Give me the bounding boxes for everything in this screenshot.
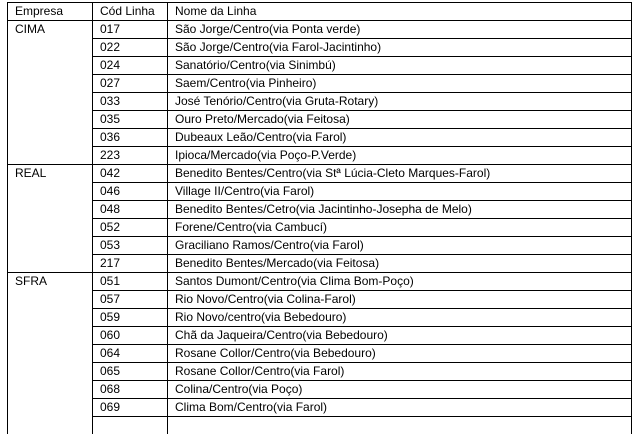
table-row: [8, 273, 632, 291]
header-company: Empresa: [8, 3, 93, 21]
line-code-cell: 024: [93, 57, 168, 75]
line-name-cell: São Jorge/Centro(via Ponta verde): [168, 21, 632, 39]
bus-lines-table: [7, 2, 632, 434]
company-cell: REAL: [8, 165, 93, 183]
company-cell: CIMA: [8, 21, 93, 39]
line-code-cell: 035: [93, 111, 168, 129]
table-row: [8, 291, 632, 309]
header-line-name: Nome da Linha: [168, 3, 632, 21]
line-code-cell: 017: [93, 21, 168, 39]
company-cell: [8, 39, 93, 57]
line-name-cell: Saem/Centro(via Pinheiro): [168, 75, 632, 93]
table-row: [8, 111, 632, 129]
company-cell: [8, 93, 93, 111]
table-row: [8, 381, 632, 399]
line-name-cell: Benedito Bentes/Cetro(via Jacintinho-Josepha de Melo): [168, 201, 632, 219]
company-cell: SFRA: [8, 273, 93, 291]
table-row: [8, 183, 632, 201]
company-cell: [8, 255, 93, 273]
company-cell: [8, 183, 93, 201]
line-code-cell: 036: [93, 129, 168, 147]
table-row: [8, 129, 632, 147]
company-cell: [8, 201, 93, 219]
table-row: [8, 165, 632, 183]
header-line-code: Cód Linha: [93, 3, 168, 21]
line-code-cell: 033: [93, 93, 168, 111]
line-name-cell: Chã da Jaqueira/Centro(via Bebedouro): [168, 327, 632, 345]
table-row: [8, 21, 632, 39]
line-code-cell: 060: [93, 327, 168, 345]
line-code-cell: 046: [93, 183, 168, 201]
line-code-cell: 068: [93, 381, 168, 399]
line-code-cell: 042: [93, 165, 168, 183]
table-row: [8, 93, 632, 111]
line-code-cell: 223: [93, 147, 168, 165]
company-cell: [8, 129, 93, 147]
table-row: [8, 327, 632, 345]
table-row: [8, 309, 632, 327]
line-code-cell: 217: [93, 255, 168, 273]
table-row: [8, 219, 632, 237]
table-header-row: [8, 3, 632, 21]
line-name-cell: Sanatório/Centro(via Sinimbú): [168, 57, 632, 75]
line-code-cell: 048: [93, 201, 168, 219]
table-row: [8, 255, 632, 273]
line-name-cell: José Tenório/Centro(via Gruta-Rotary): [168, 93, 632, 111]
line-name-cell: Ipioca/Mercado(via Poço-P.Verde): [168, 147, 632, 165]
line-code-cell: 057: [93, 291, 168, 309]
company-cell: [8, 75, 93, 93]
table-row: [8, 201, 632, 219]
table-row: [8, 75, 632, 93]
line-code-cell: 059: [93, 309, 168, 327]
line-name-cell: Rosane Collor/Centro(via Bebedouro): [168, 345, 632, 363]
company-cell: [8, 237, 93, 255]
company-cell: [8, 399, 93, 417]
line-name-cell: Rosane Collor/Centro(via Farol): [168, 363, 632, 381]
line-code-cell: 065: [93, 363, 168, 381]
line-name-cell: Village II/Centro(via Farol): [168, 183, 632, 201]
line-code-cell: 052: [93, 219, 168, 237]
table-row: [8, 57, 632, 75]
table-body: [8, 21, 632, 434]
table-row: [8, 363, 632, 381]
table-row: [8, 237, 632, 255]
line-code-cell: 022: [93, 39, 168, 57]
company-cell: [8, 291, 93, 309]
company-cell: [8, 57, 93, 75]
line-code-cell: 053: [93, 237, 168, 255]
company-cell: [8, 147, 93, 165]
company-cell: [8, 219, 93, 237]
company-cell: [8, 309, 93, 327]
line-name-cell: Rio Novo/centro(via Bebedouro): [168, 309, 632, 327]
line-name-cell: Benedito Bentes/Mercado(via Feitosa): [168, 255, 632, 273]
company-cell: [8, 381, 93, 399]
line-name-cell: Forene/Centro(via Cambucí): [168, 219, 632, 237]
table-row: [8, 399, 632, 417]
table-row: [8, 417, 632, 434]
line-code-cell: 027: [93, 75, 168, 93]
company-cell: [8, 417, 93, 434]
line-name-cell: [168, 417, 632, 434]
company-cell: [8, 327, 93, 345]
line-name-cell: Graciliano Ramos/Centro(via Farol): [168, 237, 632, 255]
table-row: [8, 39, 632, 57]
line-name-cell: Dubeaux Leão/Centro(via Farol): [168, 129, 632, 147]
company-cell: [8, 111, 93, 129]
line-name-cell: Ouro Preto/Mercado(via Feitosa): [168, 111, 632, 129]
line-code-cell: [93, 417, 168, 434]
line-name-cell: Clima Bom/Centro(via Farol): [168, 399, 632, 417]
line-name-cell: Santos Dumont/Centro(via Clima Bom-Poço): [168, 273, 632, 291]
line-code-cell: 064: [93, 345, 168, 363]
table-row: [8, 147, 632, 165]
line-name-cell: Rio Novo/Centro(via Colina-Farol): [168, 291, 632, 309]
line-name-cell: São Jorge/Centro(via Farol-Jacintinho): [168, 39, 632, 57]
company-cell: [8, 363, 93, 381]
line-code-cell: 069: [93, 399, 168, 417]
table-row: [8, 345, 632, 363]
company-cell: [8, 345, 93, 363]
line-name-cell: Benedito Bentes/Centro(via Stª Lúcia-Cleto Marques-Farol): [168, 165, 632, 183]
line-code-cell: 051: [93, 273, 168, 291]
line-name-cell: Colina/Centro(via Poço): [168, 381, 632, 399]
